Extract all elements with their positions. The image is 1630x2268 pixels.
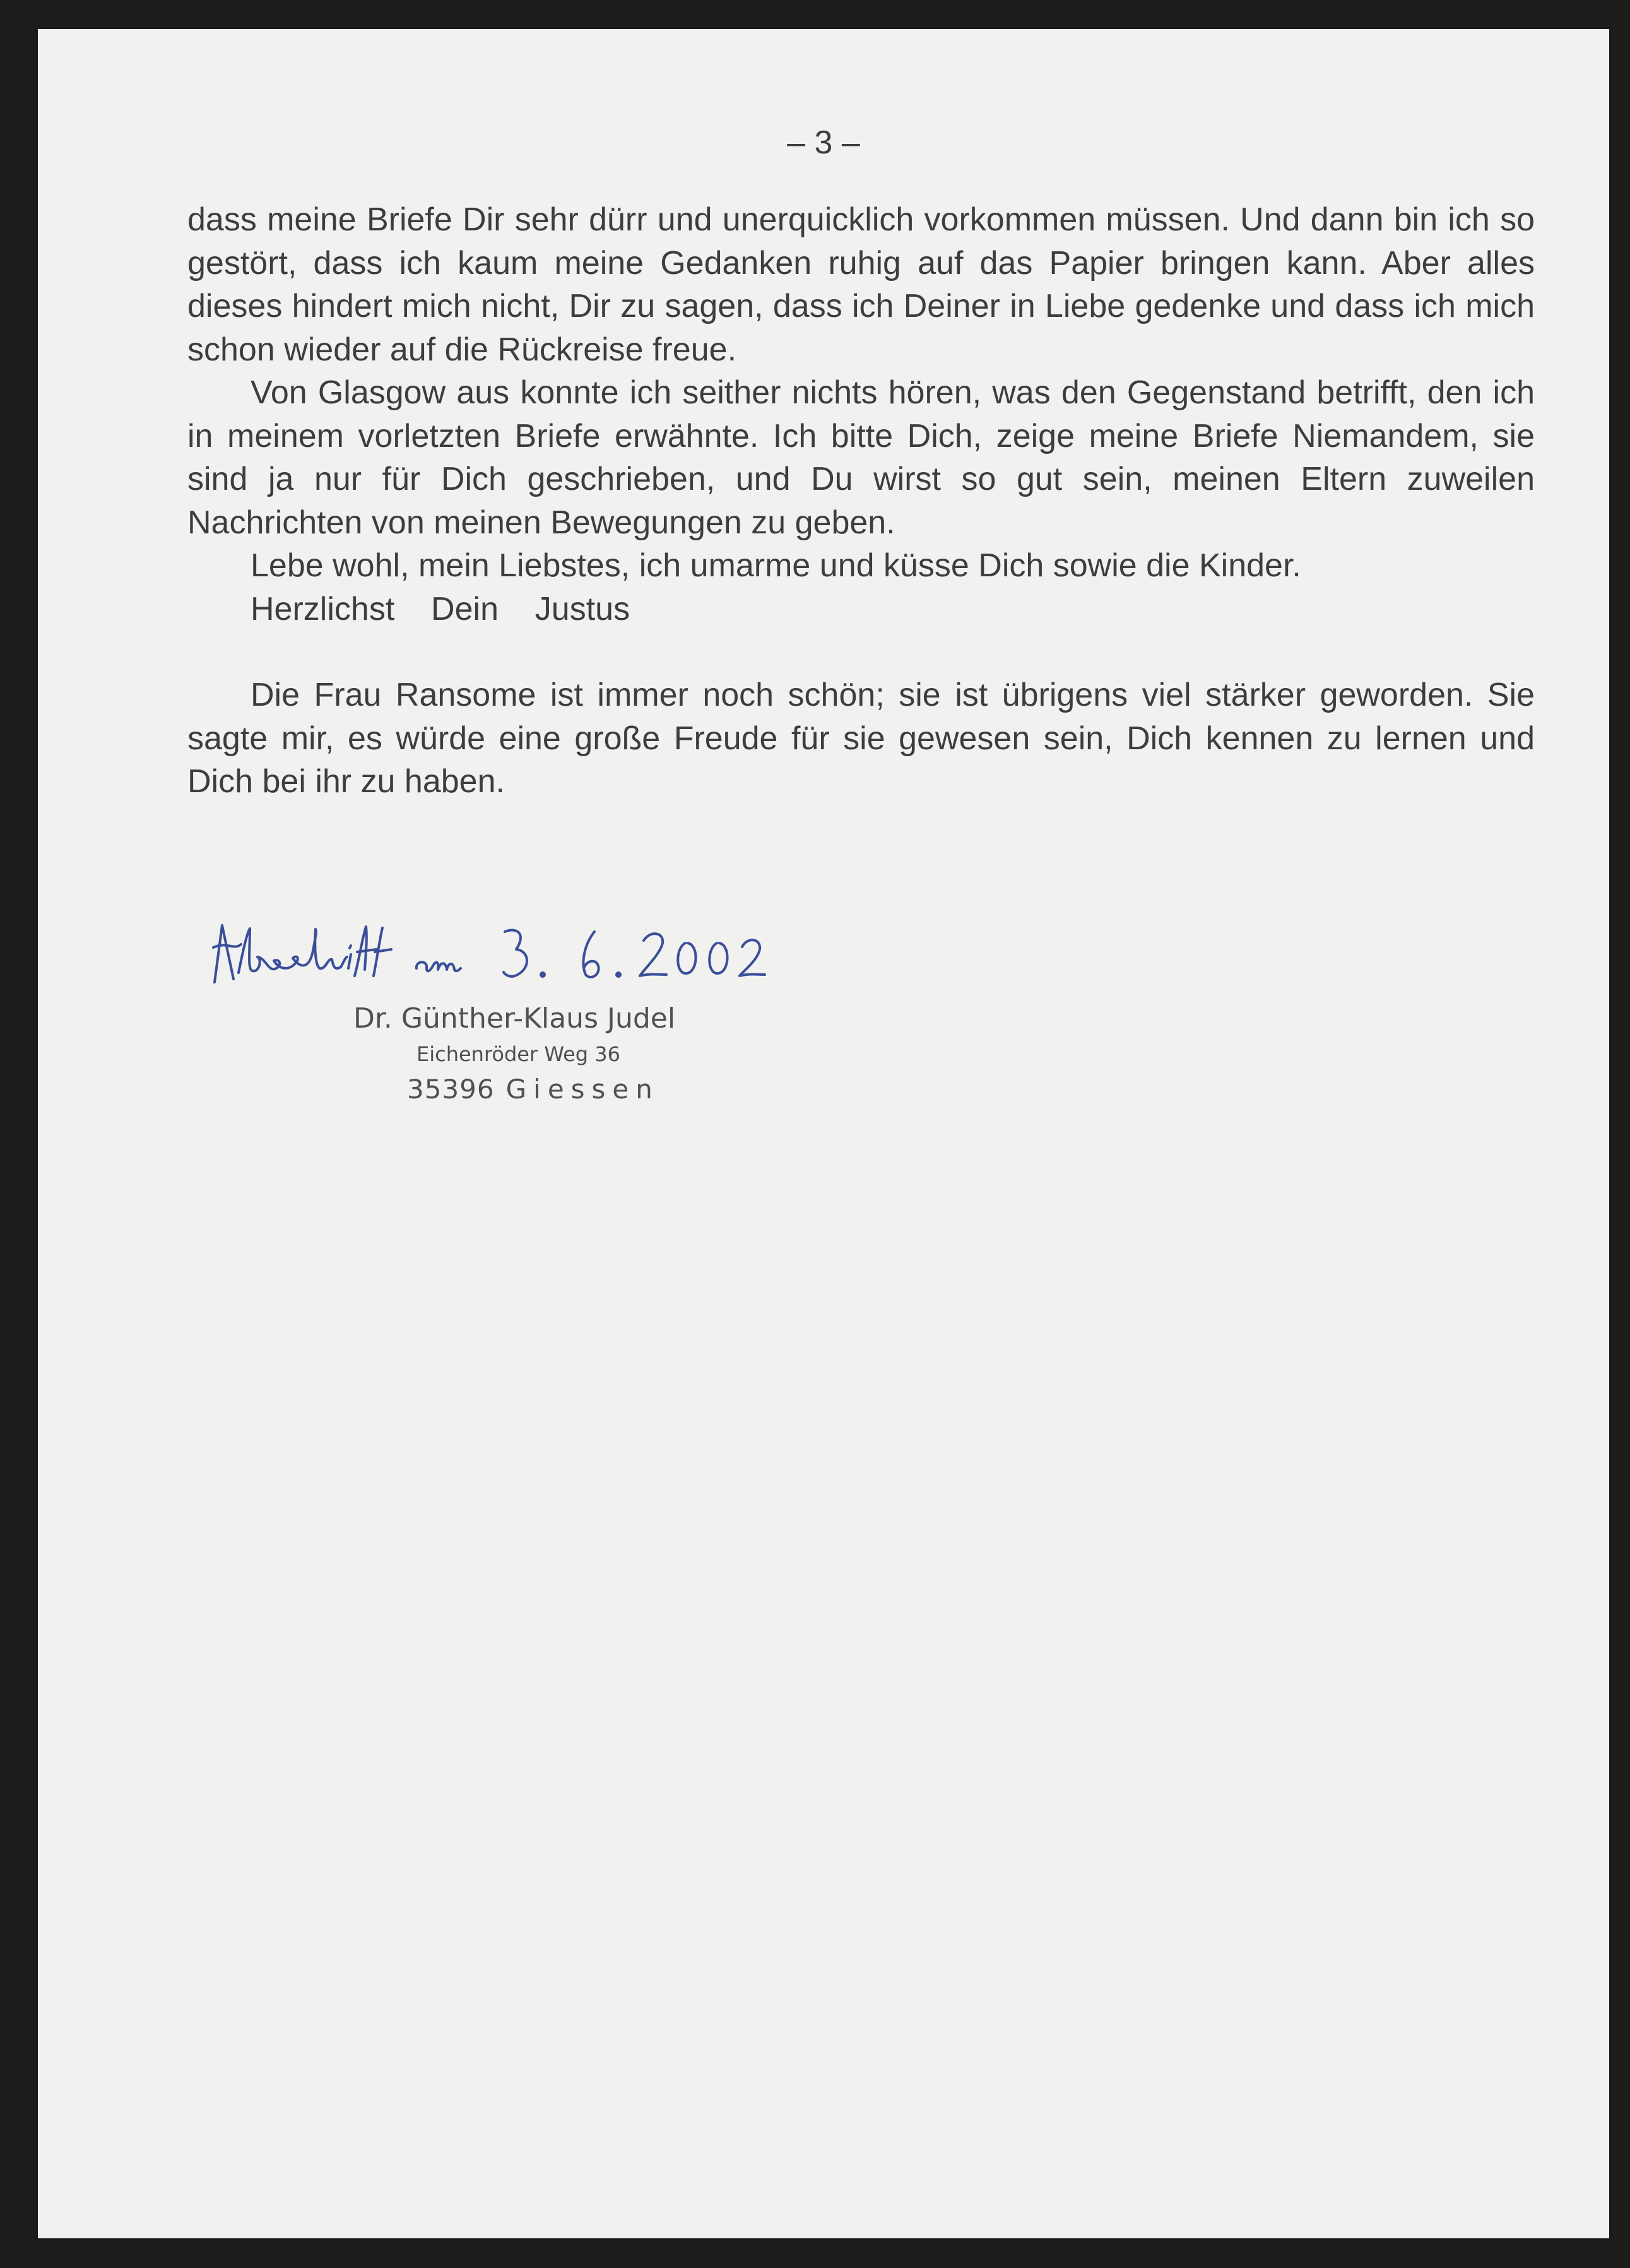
letter-paragraph-2: Von Glasgow aus konnte ich seither nichts hören, was den Gegenstand betrifft, den ich in meinem vorletzten Briefe erwähnte. Ich bitte Dich, zeige meine Briefe Niemandem, sie sind ja nur für Dich geschrieben, und Du wirst so gut sein, meinen Eltern zuweilen Nachrichten von meinen Bewegungen zu geben. [187, 374, 1535, 541]
address-stamp [353, 1002, 675, 1105]
page-number: – 3 – [787, 124, 860, 161]
letter-body [187, 198, 1535, 804]
address-city: Giessen [505, 1074, 659, 1105]
letter-farewell: Lebe wohl, mein Liebstes, ich umarme und küsse Dich sowie die Kinder. [251, 547, 1301, 584]
address-postcode: 35396 [407, 1074, 495, 1105]
document-page [38, 29, 1609, 2238]
letter-paragraph-1: dass meine Briefe Dir sehr dürr und unerquicklich vorkommen müssen. Und dann bin ich so gestört, dass ich kaum meine Gedanken ruhig auf das Papier bringen kann. Aber alles dieses hindert mich nicht, Dir zu sagen, dass ich Deiner in Liebe gedenke und dass ich mich schon wieder auf die Rückreise freue. [187, 201, 1535, 368]
address-postcode-city [407, 1074, 675, 1105]
address-street: Eichenröder Weg 36 [416, 1042, 620, 1066]
handwritten-note-abschrift [208, 913, 839, 995]
letter-closing-signature: Herzlichst Dein Justus [251, 590, 630, 627]
letter-postscript: Die Frau Ransome ist immer noch schön; sie ist übrigens viel stärker geworden. Sie sagte mir, es würde eine große Freude für sie gewesen sein, Dich kennen zu lernen und Dich bei ihr zu haben. [187, 677, 1535, 800]
address-name: Dr. Günther-Klaus Judel [353, 1002, 676, 1035]
